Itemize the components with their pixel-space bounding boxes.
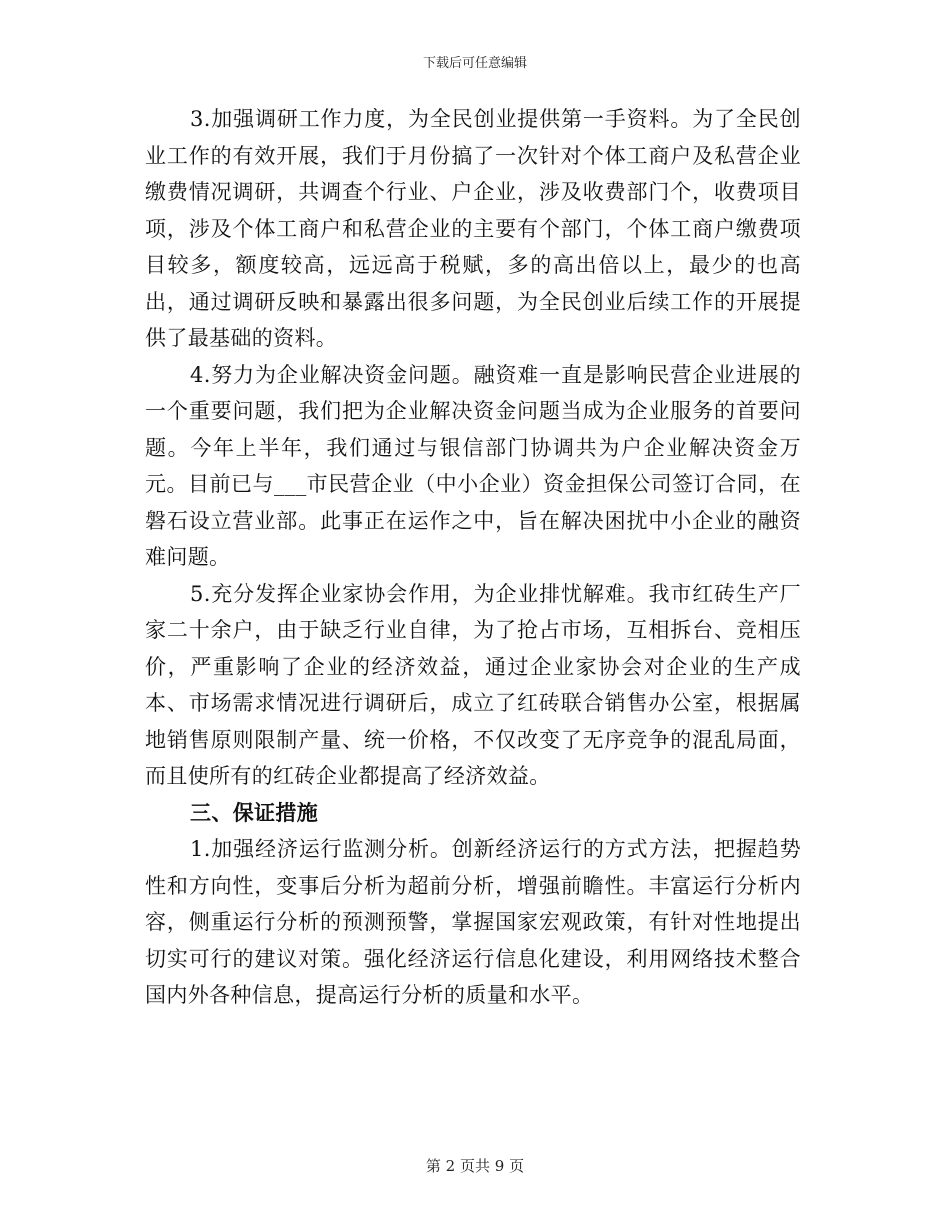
paragraph-item-5: 5.充分发挥企业家协会作用，为企业排忧解难。我市红砖生产厂家二十余户，由于缺乏行业自律，为了抢占市场，互相拆台、竞相压价，严重影响了企业的经济效益，通过企业家协会对企业的生产成本、市场需求情况进行调研后，成立了红砖联合销售办公室，根据属地销售原则限制产量、统一价格，不仅改变了无序竞争的混乱局面，而且使所有的红砖企业都提高了经济效益。 [145, 581, 801, 788]
paragraph-item-3: 3.加强调研工作力度，为全民创业提供第一手资料。为了全民创业工作的有效开展，我们于月份搞了一次针对个体工商户及私营企业缴费情况调研，共调查个行业、户企业，涉及收费部门个，收费项目项，涉及个体工商户和私营企业的主要有个部门，个体工商户缴费项目较多，额度较高，远远高于税赋，多的高出倍以上，最少的也高出，通过调研反映和暴露出很多问题，为全民创业后续工作的开展提供了最基础的资料。 [145, 107, 801, 350]
section-heading: 三、保证措施 [190, 800, 319, 825]
paragraph-item-4: 4.努力为企业解决资金问题。融资难一直是影响民营企业进展的一个重要问题，我们把为企业解决资金问题当成为企业服务的首要问题。今年上半年，我们通过与银信部门协调共为户企业解决资金万元。目前已与___市民营企业（中小企业）资金担保公司签订合同，在磐石设立营业部。此事正在运作之中，旨在解决困扰中小企业的融资难问题。 [145, 362, 801, 569]
paragraph-measure-1: 1.加强经济运行监测分析。创新经济运行的方式方法，把握趋势性和方向性，变事后分析为超前分析，增强前瞻性。丰富运行分析内容，侧重运行分析的预测预警，掌握国家宏观政策，有针对性地提出切实可行的建议对策。强化经济运行信息化建设，利用网络技术整合国内外各种信息，提高运行分析的质量和水平。 [145, 837, 801, 1007]
page-header: 下载后可任意编辑 [422, 56, 527, 71]
page-number: 第 2 页共 9 页 [425, 1157, 525, 1175]
document-body [145, 101, 801, 1014]
